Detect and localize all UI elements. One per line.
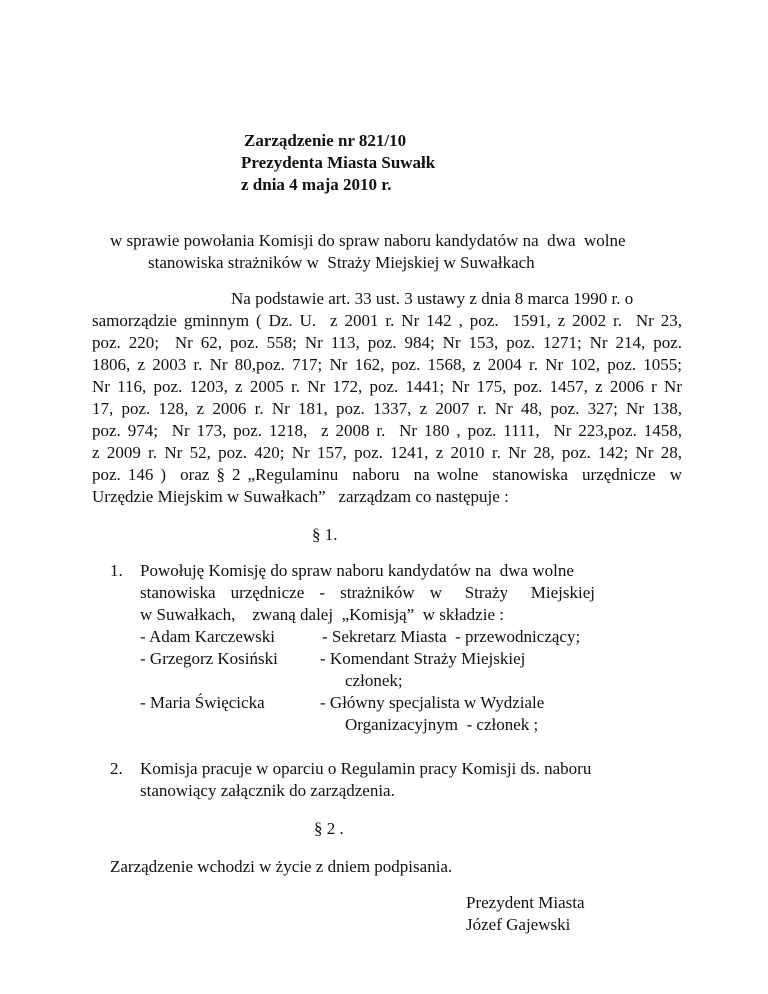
item-2-line-2: stanowiący załącznik do zarządzenia. (140, 781, 395, 800)
item-1-line-1: Powołuję Komisję do spraw naboru kandydatów na dwa wolne (140, 561, 574, 580)
section-1-heading: § 1. (312, 525, 338, 544)
preamble-line: z 2009 r. Nr 52, poz. 420; Nr 157, poz. 1241, z 2010 r. Nr 28, poz. 142; Nr 28, (92, 443, 682, 462)
preamble-line-last: Urzędzie Miejskim w Suwałkach” zarządzam co następuje : (92, 487, 509, 506)
member-role-cont: członek; (345, 671, 403, 690)
member-name: - Grzegorz Kosiński (140, 649, 278, 668)
preamble-line: 1806, z 2003 r. Nr 80,poz. 717; Nr 162, poz. 1568, z 2004 r. Nr 102, poz. 1055; (92, 355, 682, 374)
preamble-line: samorządzie gminnym ( Dz. U. z 2001 r. Nr 142 , poz. 1591, z 2002 r. Nr 23, (92, 311, 682, 330)
member-role: - Sekretarz Miasta - przewodniczący; (322, 627, 581, 646)
member-name: - Maria Święcicka (140, 693, 265, 712)
item-2-line-1: Komisja pracuje w oparciu o Regulamin pracy Komisji ds. naboru (140, 759, 592, 778)
item-2-number: 2. (110, 759, 123, 778)
document-title: Zarządzenie nr 821/10 (244, 131, 407, 150)
preamble-line: 17, poz. 128, z 2006 r. Nr 181, poz. 1337, z 2007 r. Nr 48, poz. 327; Nr 138, (92, 399, 682, 418)
signature-name: Józef Gajewski (466, 915, 571, 934)
member-role-cont: Organizacyjnym - członek ; (345, 715, 539, 734)
preamble-line: poz. 146 ) oraz § 2 „Regulaminu naboru na wolne stanowiska urzędnicze w (92, 465, 682, 484)
subject-line-2: stanowiska strażników w Straży Miejskiej w Suwałkach (148, 253, 535, 272)
document-date: z dnia 4 maja 2010 r. (241, 175, 392, 194)
document-issuer: Prezydenta Miasta Suwałk (241, 153, 436, 172)
preamble-line: Nr 116, poz. 1203, z 2005 r. Nr 172, poz. 1441; Nr 175, poz. 1457, z 2006 r Nr (92, 377, 682, 396)
member-role: - Główny specjalista w Wydziale (320, 693, 545, 712)
effective-date-clause: Zarządzenie wchodzi w życie z dniem podpisania. (110, 857, 453, 876)
preamble-line: poz. 974; Nr 173, poz. 1218, z 2008 r. Nr 180 , poz. 1111, Nr 223,poz. 1458, (92, 421, 682, 440)
subject-line-1: w sprawie powołania Komisji do spraw naboru kandydatów na dwa wolne (110, 231, 626, 250)
section-2-heading: § 2 . (314, 819, 344, 838)
member-name: - Adam Karczewski (140, 627, 276, 646)
member-role: - Komendant Straży Miejskiej (320, 649, 526, 668)
signature-title: Prezydent Miasta (466, 893, 585, 912)
item-1-number: 1. (110, 561, 123, 580)
item-1-line-2: stanowiska urzędnicze - strażników w Straży Miejskiej (140, 583, 595, 602)
preamble-line-1: Na podstawie art. 33 ust. 3 ustawy z dnia 8 marca 1990 r. o (231, 289, 634, 308)
item-1-line-3: w Suwałkach, zwaną dalej „Komisją” w składzie : (140, 605, 504, 624)
preamble-line: poz. 220; Nr 62, poz. 558; Nr 113, poz. 984; Nr 153, poz. 1271; Nr 214, poz. (92, 333, 682, 352)
